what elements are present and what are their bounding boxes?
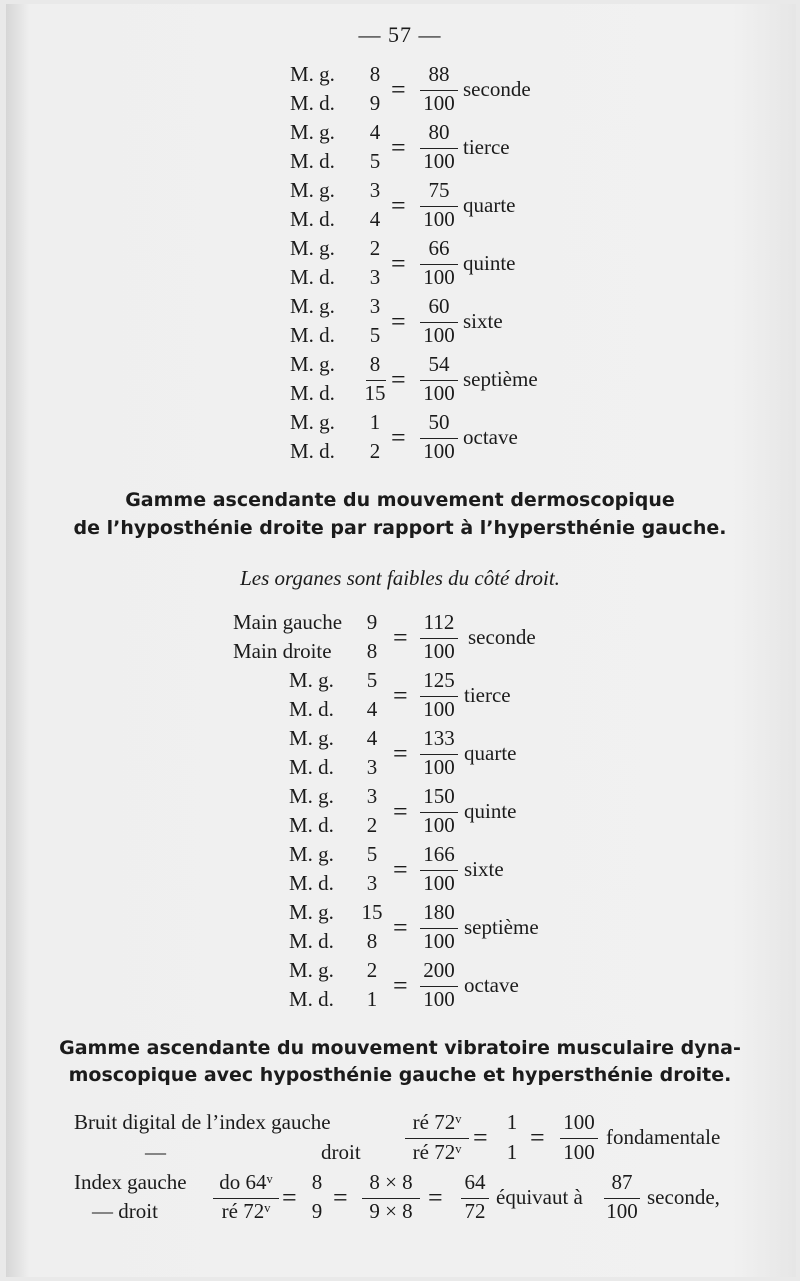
equation-text-bottom: droit [321, 1140, 361, 1164]
interval-name: quarte [464, 741, 517, 765]
equals-sign: = [393, 971, 408, 1000]
interval-name: seconde, [647, 1185, 720, 1209]
ratio-denominator: 3 [366, 755, 378, 779]
equals-sign: = [393, 913, 408, 942]
percent-denominator: 100 [423, 697, 455, 721]
percent-denominator: 100 [423, 639, 455, 663]
ratio-denominator: 1 [366, 987, 378, 1011]
percent-numerator: 133 [423, 726, 455, 750]
percent-denominator: 100 [423, 265, 455, 289]
interval-name: tierce [463, 135, 510, 159]
equation-dash: — [145, 1140, 166, 1164]
ratio-denominator: 15 [364, 381, 386, 405]
row-label-bottom: M. d. [289, 697, 334, 721]
ratio-denominator: 1 [506, 1140, 518, 1164]
ratio-numerator: 1 [506, 1110, 518, 1134]
section-heading-line: Gamme ascendante du mouvement dermoscopique [125, 489, 675, 511]
result-denominator: 72 [464, 1199, 486, 1223]
percent-numerator: 54 [428, 352, 450, 376]
frequency-denominator: ré 72ᵛ [221, 1199, 271, 1223]
percent-numerator: 112 [423, 610, 455, 634]
row-label-top: M. g. [289, 842, 334, 866]
ratio-denominator: 8 [366, 639, 378, 663]
row-label-top: M. g. [290, 410, 335, 434]
interval-name: septième [464, 915, 539, 939]
ratio-denominator: 4 [366, 697, 378, 721]
row-label-bottom: M. d. [289, 987, 334, 1011]
percent-denominator: 100 [563, 1140, 595, 1164]
percent-numerator: 150 [423, 784, 455, 808]
percent-denominator: 100 [423, 755, 455, 779]
ratio-numerator: 1 [369, 410, 381, 434]
section-heading-line: de l’hyposthénie droite par rapport à l’hypersthénie gauche. [73, 517, 727, 539]
product-denominator: 9 × 8 [369, 1199, 413, 1223]
equals-sign: = [530, 1123, 545, 1152]
ratio-numerator: 5 [366, 842, 378, 866]
percent-numerator: 66 [428, 236, 450, 260]
percent-numerator: 200 [423, 958, 455, 982]
row-label-bottom: M. d. [289, 929, 334, 953]
row-label-bottom: M. d. [290, 439, 335, 463]
row-label-bottom: M. d. [290, 323, 335, 347]
interval-name: seconde [468, 625, 536, 649]
percent-denominator: 100 [423, 381, 455, 405]
interval-name: quinte [464, 799, 517, 823]
row-label-top: M. g. [290, 120, 335, 144]
interval-name: sixte [464, 857, 504, 881]
percent-denominator: 100 [423, 871, 455, 895]
frequency-numerator: ré 72ᵛ [412, 1110, 462, 1134]
ratio-numerator: 3 [369, 294, 381, 318]
percent-denominator: 100 [423, 207, 455, 231]
page-number: — 57 — [358, 22, 442, 47]
section-heading-line: moscopique avec hyposthénie gauche et hypersthénie droite. [68, 1064, 732, 1086]
equals-sign: = [391, 423, 406, 452]
percent-numerator: 87 [611, 1170, 633, 1194]
percent-denominator: 100 [423, 91, 455, 115]
row-label-top: M. g. [289, 900, 334, 924]
row-label-bottom: M. d. [289, 813, 334, 837]
percent-denominator: 100 [423, 149, 455, 173]
product-numerator: 8 × 8 [369, 1170, 413, 1194]
interval-name: octave [464, 973, 519, 997]
percent-numerator: 50 [428, 410, 450, 434]
percent-denominator: 100 [423, 813, 455, 837]
equals-sign: = [391, 133, 406, 162]
percent-numerator: 80 [428, 120, 450, 144]
ratio-denominator: 2 [366, 813, 378, 837]
equals-sign: = [393, 855, 408, 884]
percent-numerator: 100 [563, 1110, 595, 1134]
equation-text-top: Index gauche [74, 1170, 187, 1194]
interval-name: fondamentale [606, 1125, 721, 1149]
row-label-bottom: M. d. [290, 381, 335, 405]
percent-denominator: 100 [606, 1199, 638, 1223]
percent-numerator: 125 [423, 668, 455, 692]
row-label-bottom: M. d. [290, 265, 335, 289]
equivalence-text: équivaut à [496, 1185, 583, 1209]
row-label-bottom: M. d. [289, 871, 334, 895]
percent-numerator: 180 [423, 900, 455, 924]
fraction-bar [560, 1138, 598, 1139]
percent-denominator: 100 [423, 323, 455, 347]
ratio-denominator: 4 [369, 207, 381, 231]
ratio-numerator: 3 [366, 784, 378, 808]
row-label-top: M. g. [290, 62, 335, 86]
ratio-numerator: 2 [369, 236, 381, 260]
interval-name: seconde [463, 77, 531, 101]
ratio-denominator: 8 [366, 929, 378, 953]
interval-name: septième [463, 367, 538, 391]
equals-sign: = [428, 1183, 443, 1212]
row-label-bottom: Main droite [233, 639, 332, 663]
ratio-denominator: 2 [369, 439, 381, 463]
percent-denominator: 100 [423, 439, 455, 463]
row-label-bottom: M. d. [289, 755, 334, 779]
percent-numerator: 60 [428, 294, 450, 318]
row-label-bottom: M. d. [290, 207, 335, 231]
equals-sign: = [391, 191, 406, 220]
percent-denominator: 100 [423, 987, 455, 1011]
result-numerator: 64 [464, 1170, 486, 1194]
equals-sign: = [391, 75, 406, 104]
ratio-numerator: 4 [366, 726, 378, 750]
fraction-bar [405, 1138, 469, 1139]
row-label-top: M. g. [290, 236, 335, 260]
equation-text-top: Bruit digital de l’index gauche [74, 1110, 331, 1134]
ratio-denominator: 3 [366, 871, 378, 895]
equals-sign: = [473, 1123, 488, 1152]
row-label-top: M. g. [289, 668, 334, 692]
equals-sign: = [391, 365, 406, 394]
row-label-top: M. g. [290, 294, 335, 318]
percent-numerator: 166 [423, 842, 455, 866]
ratio-denominator: 9 [369, 91, 381, 115]
equals-sign: = [391, 249, 406, 278]
ratio-numerator: 3 [369, 178, 381, 202]
frequency-denominator: ré 72ᵛ [412, 1140, 462, 1164]
ratio-denominator: 5 [369, 323, 381, 347]
ratio-numerator: 4 [369, 120, 381, 144]
percent-numerator: 75 [428, 178, 450, 202]
interval-name: tierce [464, 683, 511, 707]
row-label-top: M. g. [289, 726, 334, 750]
percent-numerator: 88 [428, 62, 450, 86]
ratio-numerator: 9 [366, 610, 378, 634]
interval-name: sixte [463, 309, 503, 333]
section-heading-line: Gamme ascendante du mouvement vibratoire musculaire dyna- [59, 1037, 741, 1059]
equals-sign: = [333, 1183, 348, 1212]
equals-sign: = [391, 307, 406, 336]
row-label-bottom: M. d. [290, 91, 335, 115]
equals-sign: = [393, 797, 408, 826]
equals-sign: = [393, 623, 408, 652]
section-subtitle: Les organes sont faibles du côté droit. [240, 566, 560, 590]
ratio-numerator: 8 [311, 1170, 323, 1194]
row-label-bottom: M. d. [290, 149, 335, 173]
interval-name: quinte [463, 251, 516, 275]
ratio-denominator: 3 [369, 265, 381, 289]
ratio-numerator: 15 [361, 900, 383, 924]
equals-sign: = [282, 1183, 297, 1212]
row-label-top: M. g. [290, 352, 335, 376]
frequency-numerator: do 64ᵛ [219, 1170, 273, 1194]
ratio-denominator: 9 [311, 1199, 323, 1223]
ratio-denominator: 5 [369, 149, 381, 173]
percent-denominator: 100 [423, 929, 455, 953]
interval-name: quarte [463, 193, 516, 217]
ratio-numerator: 8 [369, 352, 381, 376]
equals-sign: = [393, 739, 408, 768]
row-label-top: M. g. [290, 178, 335, 202]
interval-name: octave [463, 425, 518, 449]
equals-sign: = [393, 681, 408, 710]
ratio-numerator: 2 [366, 958, 378, 982]
row-label-top: M. g. [289, 958, 334, 982]
ratio-numerator: 8 [369, 62, 381, 86]
ratio-numerator: 5 [366, 668, 378, 692]
equation-text-bottom: — droit [92, 1199, 158, 1223]
row-label-top: M. g. [289, 784, 334, 808]
row-label-top: Main gauche [233, 610, 343, 634]
